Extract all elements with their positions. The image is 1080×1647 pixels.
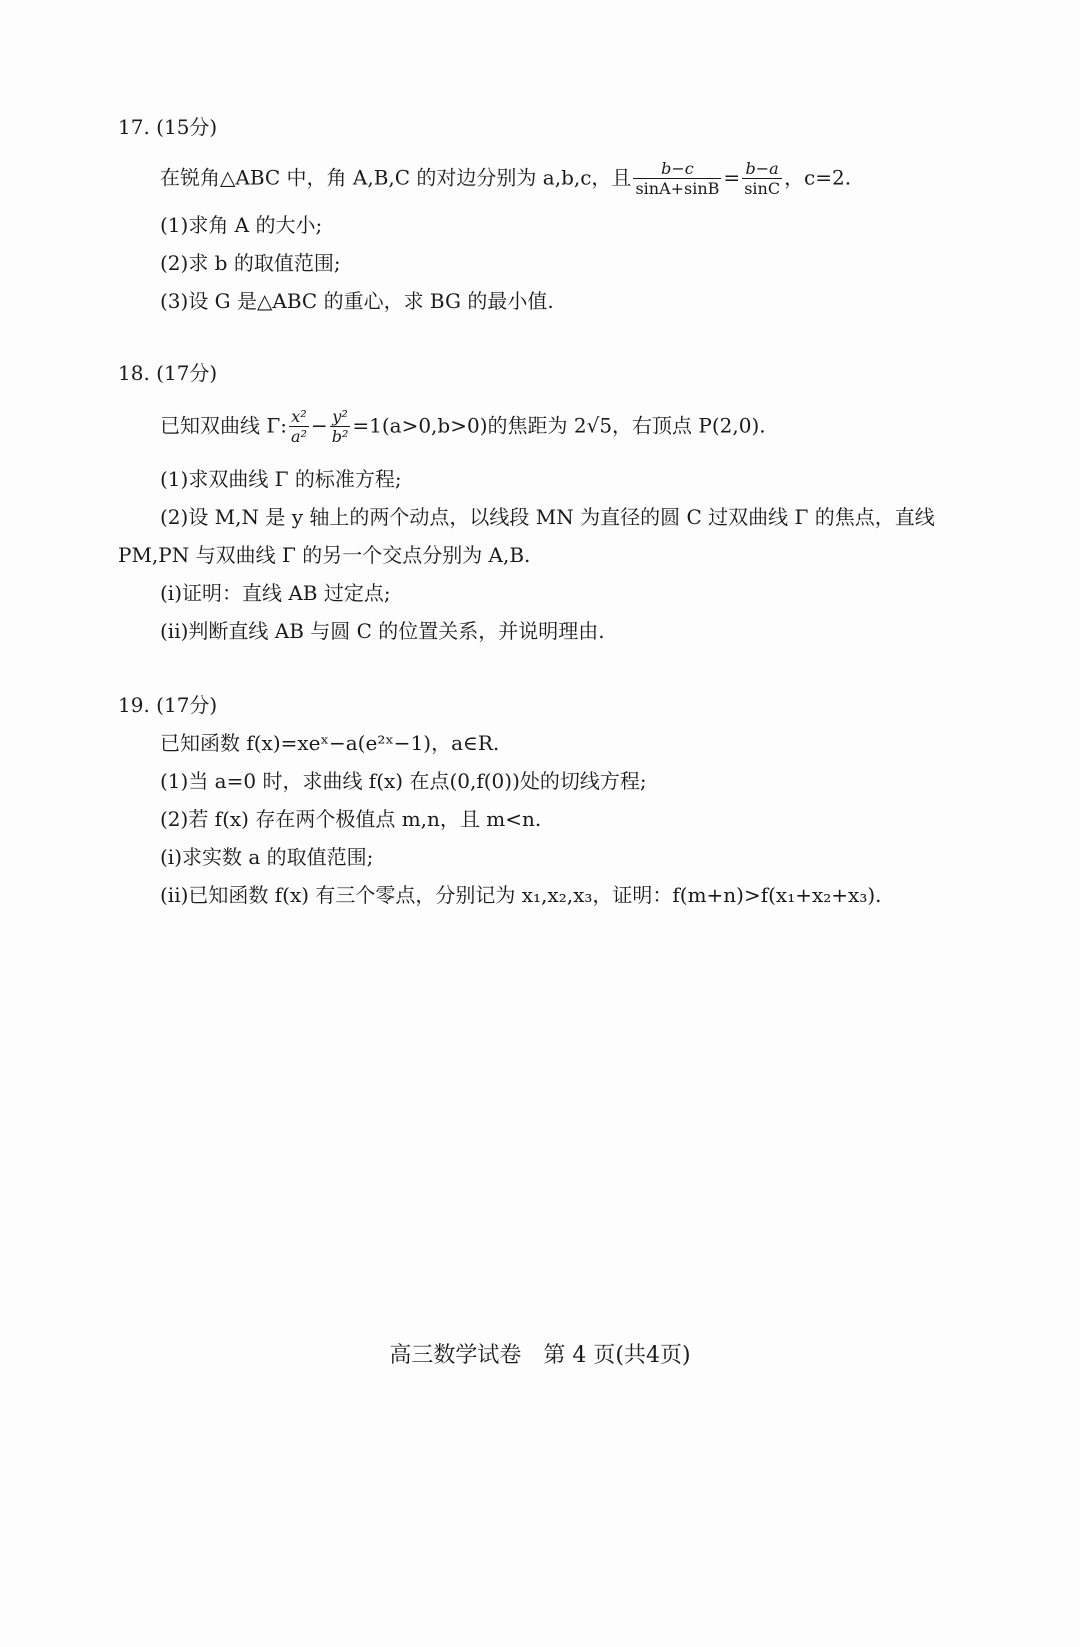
q17-fraction-1 — [633, 160, 721, 198]
q17-part1: (1)求角 A 的大小; — [160, 213, 323, 237]
q18-frac1-num: x² — [291, 407, 307, 426]
q19-part-ii: (ii)已知函数 f(x) 有三个零点，分别记为 x₁,x₂,x₃，证明：f(m+n)>f(x₁+x₂+x₃). — [160, 883, 882, 907]
q18-fraction-2 — [330, 408, 351, 446]
q18-header: 18. (17分) — [118, 361, 218, 385]
q19-stem: 已知函数 f(x)=xeˣ−a(e²ˣ−1)，a∈R. — [160, 731, 500, 755]
q17-fraction-2 — [742, 160, 782, 198]
q17-frac1-den: sinA+sinB — [635, 179, 720, 198]
q18-fraction-1 — [289, 408, 309, 446]
q18-part-i: (i)证明：直线 AB 过定点; — [160, 581, 391, 605]
q18-part-ii: (ii)判断直线 AB 与圆 C 的位置关系，并说明理由. — [160, 619, 605, 643]
q18-minus: − — [310, 413, 328, 438]
q18-stem-post: =1(a>0,b>0)的焦距为 2√5，右顶点 P(2,0). — [352, 413, 766, 438]
q17-frac1-num: b−c — [661, 159, 694, 178]
q17-stem-pre: 在锐角△ABC 中，角 A,B,C 的对边分别为 a,b,c，且 — [160, 165, 632, 190]
q19-part1: (1)当 a=0 时，求曲线 f(x) 在点(0,f(0))处的切线方程; — [160, 769, 647, 793]
q18-frac1-den: a² — [290, 427, 307, 446]
q17-stem-post: ，c=2. — [784, 165, 852, 190]
q17-part2: (2)求 b 的取值范围; — [160, 251, 341, 275]
q19-part2: (2)若 f(x) 存在两个极值点 m,n，且 m<n. — [160, 807, 542, 831]
q17-frac2-den: sinC — [744, 179, 781, 198]
q18-frac2-num: y² — [332, 407, 348, 426]
q18-stem-pre: 已知双曲线 Γ: — [160, 413, 287, 438]
page-footer: 高三数学试卷 第 4 页(共4页) — [389, 1343, 691, 1368]
q19-part-i: (i)求实数 a 的取值范围; — [160, 845, 374, 869]
q18-frac2-den: b² — [331, 427, 349, 446]
q18-stem — [160, 408, 766, 446]
q18-part2b: PM,PN 与双曲线 Γ 的另一个交点分别为 A,B. — [118, 543, 531, 567]
q18-part1: (1)求双曲线 Γ 的标准方程; — [160, 467, 402, 491]
q19-header: 19. (17分) — [118, 693, 218, 717]
q18-part2a: (2)设 M,N 是 y 轴上的两个动点，以线段 MN 为直径的圆 C 过双曲线 Γ 的焦点，直线 — [160, 505, 935, 529]
q17-stem — [160, 160, 851, 198]
q17-header: 17. (15分) — [118, 115, 218, 139]
q17-eq: = — [723, 165, 741, 190]
q17-frac2-num: b−a — [745, 159, 779, 178]
q17-part3: (3)设 G 是△ABC 的重心，求 BG 的最小值. — [160, 289, 554, 313]
